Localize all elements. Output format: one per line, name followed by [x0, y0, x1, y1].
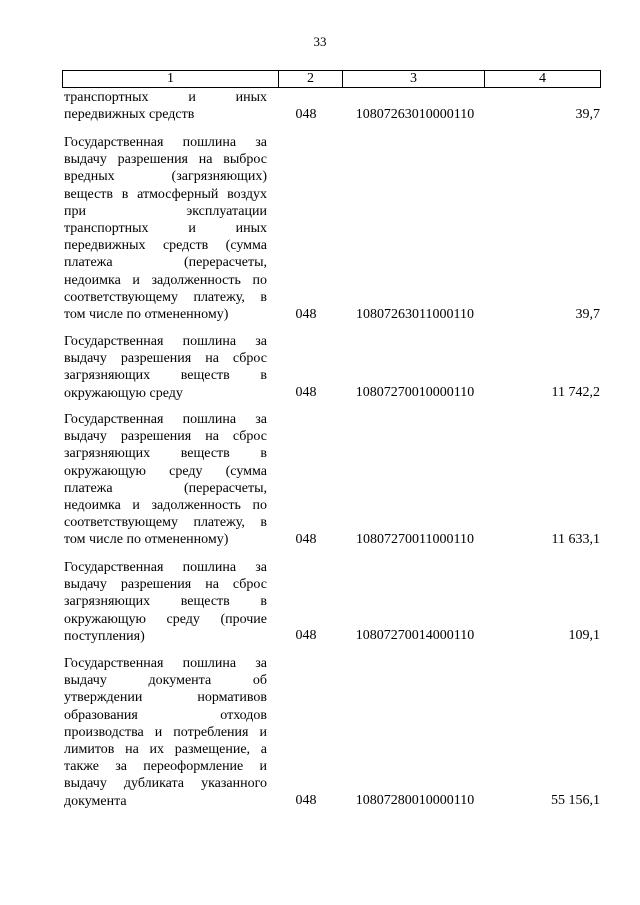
- description-line: платежа (перерасчеты,: [64, 480, 267, 496]
- description-line: том числе по отмененному): [64, 532, 229, 548]
- row-description: [64, 655, 267, 810]
- description-line: Государственная пошлина за: [64, 656, 267, 671]
- row-code: 048: [295, 793, 317, 808]
- row-code: 048: [295, 307, 317, 322]
- description-line: платежа (перерасчеты,: [64, 255, 267, 271]
- row-description: [64, 411, 267, 549]
- description-line: лимитов на их размещение, а: [64, 742, 267, 758]
- page-number: 33: [313, 34, 327, 49]
- row-kbk: 10807270014000110: [355, 628, 475, 643]
- column-header-code: 2: [279, 71, 343, 88]
- row-amount: 39,7: [575, 307, 600, 322]
- description-line: окружающую среду (сумма: [64, 463, 267, 479]
- row-amount: 39,7: [575, 107, 600, 122]
- description-line: загрязняющих веществ в: [64, 368, 267, 384]
- table-header: [62, 70, 601, 88]
- column-header-kbk: 3: [343, 71, 485, 88]
- description-line: выдачу разрешения на сброс: [64, 429, 267, 445]
- description-line: транспортных и иных: [64, 90, 267, 105]
- row-code: 048: [295, 385, 317, 400]
- description-line: соответствующему платежу, в: [64, 289, 267, 305]
- row-code: 048: [295, 532, 317, 547]
- description-line: передвижных средств: [64, 107, 195, 123]
- description-line: выдачу дубликата указанного: [64, 776, 267, 792]
- row-code: 048: [295, 628, 317, 643]
- column-header-name: 1: [63, 71, 279, 88]
- row-kbk: 10807270011000110: [356, 532, 474, 547]
- description-line: соответствующему платежу, в: [64, 515, 267, 531]
- description-line: поступления): [64, 628, 145, 644]
- description-line: недоимка и задолженность по: [64, 272, 267, 288]
- row-amount: 109,1: [568, 628, 600, 643]
- row-description: [64, 134, 267, 323]
- description-line: том числе по отмененному): [64, 307, 229, 323]
- row-kbk: 10807280010000110: [355, 793, 475, 808]
- row-kbk: 10807263011000110: [356, 307, 474, 322]
- description-line: вредных (загрязняющих): [64, 169, 267, 185]
- description-line: документа: [64, 793, 127, 809]
- description-line: передвижных средств (сумма: [64, 238, 267, 254]
- description-line: Государственная пошлина за: [64, 560, 267, 575]
- description-line: выдачу документа об: [64, 673, 267, 689]
- row-amount: 11 633,1: [551, 532, 600, 547]
- row-kbk: 10807270010000110: [355, 385, 475, 400]
- row-amount: 55 156,1: [551, 793, 600, 808]
- description-line: Государственная пошлина за: [64, 334, 267, 349]
- row-amount: 11 742,2: [551, 385, 600, 400]
- description-line: выдачу разрешения на сброс: [64, 351, 267, 367]
- row-description: [64, 559, 267, 645]
- row-description: [64, 333, 267, 402]
- description-line: также за переоформление и: [64, 759, 267, 775]
- description-line: загрязняющих веществ в: [64, 594, 267, 610]
- row-kbk: 10807263010000110: [355, 107, 475, 122]
- description-line: окружающую среду (прочие: [64, 611, 267, 627]
- description-line: выдачу разрешения на выброс: [64, 152, 267, 168]
- description-line: недоимка и задолженность по: [64, 498, 267, 514]
- description-line: загрязняющих веществ в: [64, 446, 267, 462]
- description-line: Государственная пошлина за: [64, 135, 267, 150]
- description-line: производства и потребления и: [64, 724, 267, 740]
- column-header-amount: 4: [485, 71, 601, 88]
- description-line: веществ в атмосферный воздух: [64, 186, 267, 202]
- description-line: образования отходов: [64, 707, 267, 723]
- description-line: окружающую среду: [64, 385, 183, 401]
- row-code: 048: [295, 107, 317, 122]
- description-line: Государственная пошлина за: [64, 412, 267, 427]
- description-line: утверждении нормативов: [64, 690, 267, 706]
- description-line: выдачу разрешения на сброс: [64, 577, 267, 593]
- description-line: транспортных и иных: [64, 221, 267, 237]
- row-description: [64, 89, 267, 123]
- description-line: при эксплуатации: [64, 203, 267, 219]
